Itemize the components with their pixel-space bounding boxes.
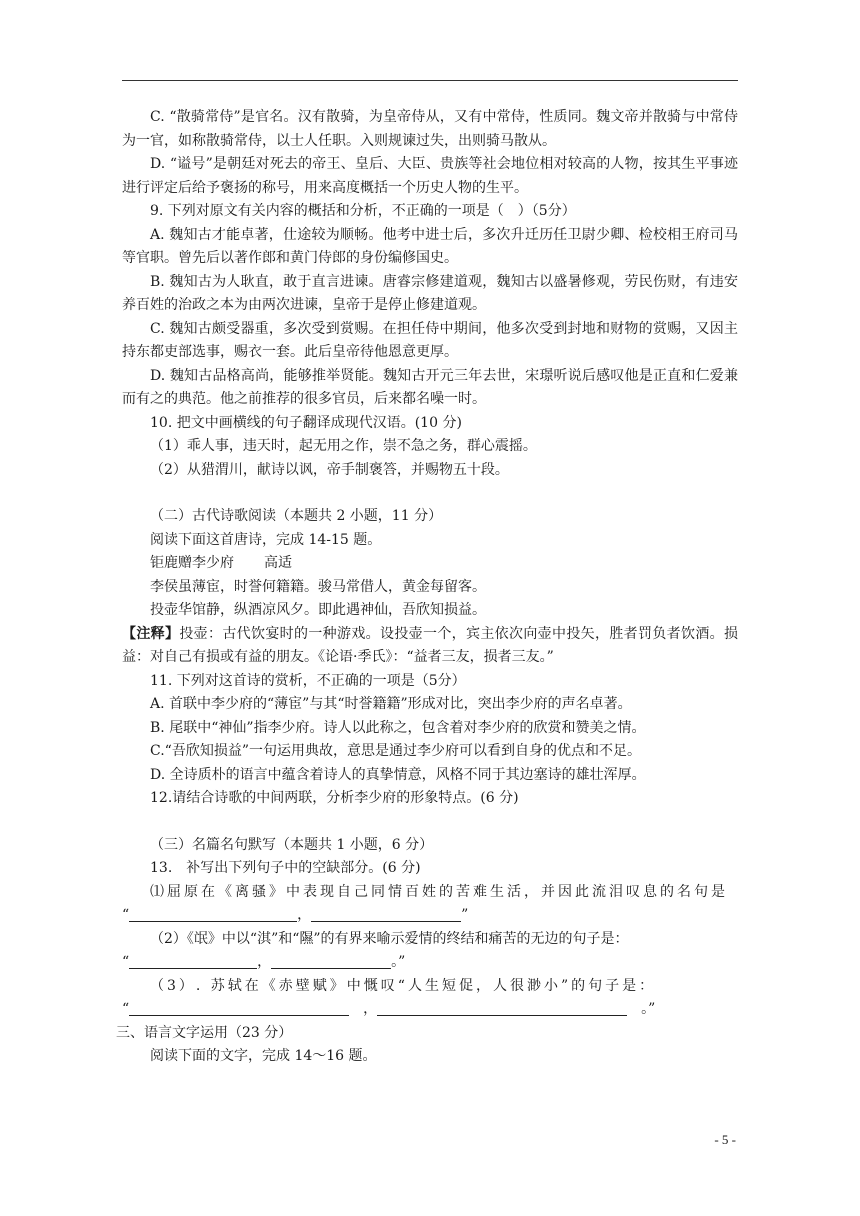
open-quote: “ — [122, 954, 130, 970]
note-label: 【注释】 — [122, 625, 180, 642]
note-text: 投壶：古代饮宴时的一种游戏。设投壶一个，宾主依次向壶中投矢，胜者罚负者饮酒。损益：对自己有损或有益的朋友。《论语·季氏》：“益者三友，损者三友。” — [122, 625, 739, 665]
question-11-option-d: D. 全诗质朴的语言中蕴含着诗人的真挚情意，风格不同于其边塞诗的雄壮浑厚。 — [150, 766, 646, 783]
open-quote: “ — [122, 907, 130, 923]
question-13-item-1: ⑴屈原在《离骚》中表现自己同情百姓的苦难生活，并因此流泪叹息的名句是 — [150, 883, 728, 900]
document-body — [116, 106, 739, 1069]
spacer — [122, 482, 738, 505]
answer-blank[interactable] — [129, 952, 257, 969]
question-12: 12.请结合诗歌的中间两联，分析李少府的形象特点。(6 分) — [150, 790, 519, 806]
answer-blank[interactable] — [311, 905, 461, 922]
question-10-item-2: （2）从猎渭川，献诗以讽，帝手制褒答，并赐物五十段。 — [150, 461, 509, 478]
question-9-option-d: D. 魏知古品格高尚，能够推举贤能。魏知古开元三年去世，宋璟听说后感叹他是正直和仁爱兼而有之的典范。他之前推荐的很多官员，后来都名噪一时。 — [122, 367, 738, 407]
comma: ， — [297, 907, 312, 923]
section-recitation-heading: （三）名篇名句默写（本题共 1 小题，6 分） — [150, 836, 434, 853]
comma: ， — [257, 954, 272, 970]
question-13-item-3: （3）. 苏轼在《赤壁赋》中慨叹“人生短促，人很渺小”的句子是： — [150, 977, 657, 994]
poem-title: 钜鹿赠李少府 — [150, 555, 234, 571]
question-9: 9. 下列对原文有关内容的概括和分析，不正确的一项是（ ）（5分） — [150, 203, 576, 219]
header-rule — [122, 80, 738, 81]
comma: ， — [363, 1001, 378, 1017]
poem-line-2: 投壶华馆静，纵酒凉风夕。即此遇神仙，吾欣知损益。 — [150, 602, 486, 618]
spacer — [122, 811, 738, 834]
question-11-option-a: A. 首联中李少府的“薄宦”与其“时誉籍籍”形成对比，突出李少府的声名卓著。 — [150, 696, 632, 712]
poem-line-1: 李侯虽薄宦，时誉何籍籍。骏马常借人，黄金每留客。 — [150, 578, 486, 595]
answer-blank[interactable] — [129, 999, 349, 1016]
question-13-item-3-blanks — [122, 998, 738, 1022]
question-11: 11. 下列对这首诗的赏析，不正确的一项是（5分） — [150, 672, 466, 689]
poem-heading — [122, 552, 738, 576]
option-c-paragraph: C. “散骑常侍”是官名。汉有散骑，为皇帝侍从，又有中常侍，性质同。魏文帝并散骑与中常侍为一官，如称散骑常侍，以士人任职。入则规谏过失，出则骑马散从。 — [122, 109, 738, 149]
option-d-paragraph: D. “谥号”是朝廷对死去的帝王、皇后、大臣、贵族等社会地位相对较高的人物，按其生平事迹进行评定后给予褒扬的称号，用来高度概括一个历史人物的生平。 — [122, 156, 738, 196]
question-13-item-2: （2）《氓》中以“淇”和“隰”的有界来喻示爱情的终结和痛苦的无边的句子是： — [150, 930, 629, 947]
section-language-heading: 三、语言文字运用（23 分） — [116, 1024, 293, 1041]
question-11-option-b: B. 尾联中“神仙”指李少府。诗人以此称之，包含着对李少府的欣赏和赞美之情。 — [150, 719, 646, 736]
open-quote: “ — [122, 1001, 130, 1017]
question-13-item-1-blanks — [122, 904, 738, 928]
poetry-instruction: 阅读下面这首唐诗，完成 14-15 题。 — [150, 531, 382, 548]
close-quote: ” — [461, 907, 469, 923]
question-10-item-1: （1）乖人事，违天时，起无用之作，崇不急之务，群心震摇。 — [150, 438, 537, 454]
period-quote: 。” — [641, 1001, 656, 1017]
section-poetry-heading: （二）古代诗歌阅读（本题共 2 小题，11 分） — [150, 508, 443, 524]
question-10: 10. 把文中画横线的句子翻译成现代汉语。(10 分) — [150, 414, 462, 431]
language-instruction: 阅读下面的文字，完成 14～16 题。 — [150, 1048, 377, 1064]
question-13-item-2-blanks — [122, 951, 738, 975]
answer-blank[interactable] — [377, 999, 627, 1016]
answer-blank[interactable] — [129, 905, 297, 922]
question-9-option-c: C. 魏知古颇受器重，多次受到赏赐。在担任侍中期间，他多次受到封地和财物的赏赐，又因主持东都吏部选事，赐衣一套。此后皇帝待他恩意更厚。 — [122, 320, 738, 360]
question-13: 13. 补写出下列句子中的空缺部分。(6 分) — [150, 860, 421, 876]
question-11-option-c: C.“吾欣知损益”一句运用典故，意思是通过李少府可以看到自身的优点和不足。 — [150, 743, 641, 759]
question-9-option-a: A. 魏知古才能卓著，仕途较为顺畅。他考中进士后，多次升迁历任卫尉少卿、检校相王府司马等官职。曾先后以著作郎和黄门侍郎的身份编修国史。 — [122, 226, 738, 266]
poem-note — [122, 623, 738, 670]
page-number: - 5 - — [714, 1132, 736, 1147]
question-9-option-b: B. 魏知古为人耿直，敢于直言进谏。唐睿宗修建道观，魏知古以盛暑修观，劳民伤财，有违安养百姓的治政之本为由两次进谏，皇帝于是停止修建道观。 — [122, 273, 738, 313]
period-quote: 。” — [391, 954, 406, 970]
poem-author: 高适 — [264, 555, 292, 571]
answer-blank[interactable] — [271, 952, 391, 969]
